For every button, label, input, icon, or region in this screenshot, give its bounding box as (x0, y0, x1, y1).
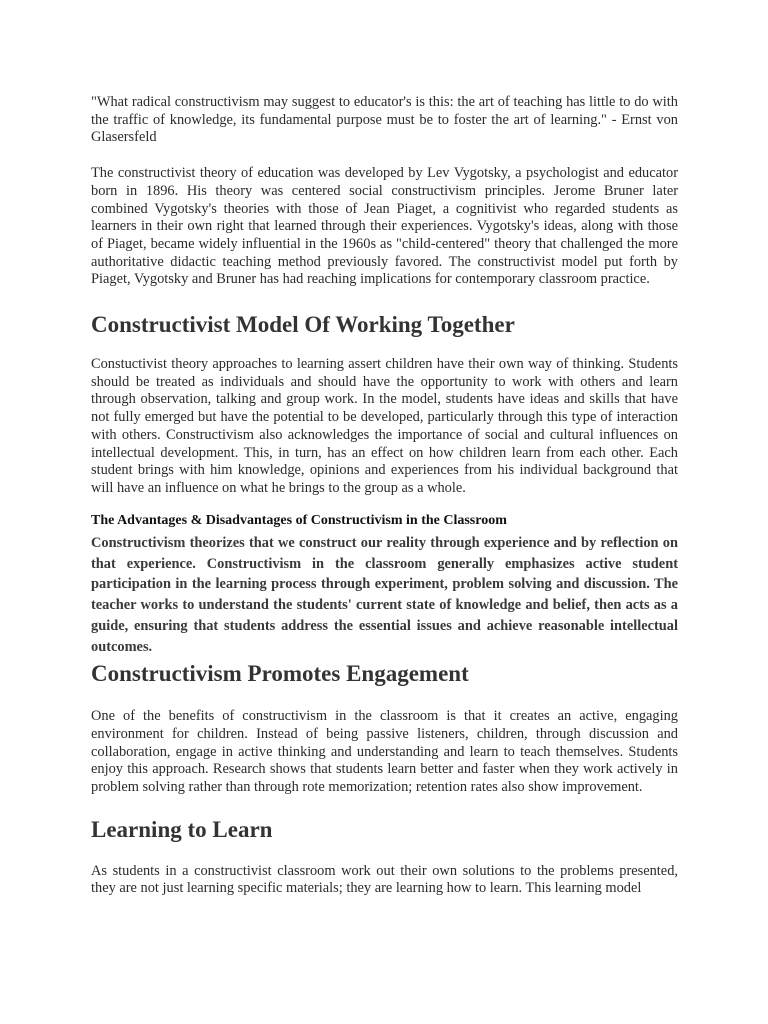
subheading-advantages-disadvantages: The Advantages & Disadvantages of Constructivism in the Classroom (91, 512, 507, 528)
section-heading-engagement: Constructivism Promotes Engagement (91, 661, 469, 687)
section-paragraph-engagement: One of the benefits of constructivism in the classroom is that it creates an active, engaging environment for children. Instead of being passive listeners, children, through discussion and collaboration, engage in active thinking and understanding and learn to teach themselves. Students enjoy this approach. Research shows that students learn better and faster when they work actively in problem solving rather than through rote memorization; retention rates also show improvement. (91, 708, 678, 795)
opening-quote: "What radical constructivism may suggest to educator's is this: the art of teaching has little to do with the traffic of knowledge, its fundamental purpose must be to foster the art of learning." - Ernst von Glasersfeld (91, 94, 678, 146)
bold-paragraph-advantages: Constructivism theorizes that we construct our reality through experience and by reflection on that experience. Constructivism in the classroom generally emphasizes active student participation in the learning process through experiment, problem solving and discussion. The teacher works to understand the students' current state of knowledge and belief, then acts as a guide, ensuring that students address the essential issues and achieve reasonable intellectual outcomes. (91, 534, 678, 656)
section-paragraph-working-together: Constuctivist theory approaches to learning assert children have their own way of thinking. Students should be treated as individuals and should have the opportunity to work with others and learn through observation, talking and group work. In the model, students have ideas and skills that have not fully emerged but have the potential to be developed, particularly through this type of interaction with others. Constructivism also acknowledges the importance of social and cultural influences on intellectual development. This, in turn, has an effect on how children learn from each other. Each student brings with him knowledge, opinions and experiences from his individual background that will have an influence on what he brings to the group as a whole. (91, 356, 678, 496)
section-heading-working-together: Constructivist Model Of Working Together (91, 312, 515, 338)
document-page (91, 94, 678, 898)
section-paragraph-learning-to-learn: As students in a constructivist classroom work out their own solutions to the problems presented, they are not just learning specific materials; they are learning how to learn. This learning model (91, 862, 678, 897)
intro-paragraph: The constructivist theory of education was developed by Lev Vygotsky, a psychologist and educator born in 1896. His theory was centered social constructivism principles. Jerome Bruner later combined Vygotsky's theories with those of Jean Piaget, a cognitivist who regarded students as learners in their own right that learned through their experiences. Vygotsky's ideas, along with those of Piaget, became widely influential in the 1960s as "child-centered" theory that challenged the more authoritative didactic teaching method previously favored. The constructivist model put forth by Piaget, Vygotsky and Bruner has had reaching implications for contemporary classroom practice. (91, 165, 678, 288)
section-heading-learning-to-learn: Learning to Learn (91, 816, 273, 842)
